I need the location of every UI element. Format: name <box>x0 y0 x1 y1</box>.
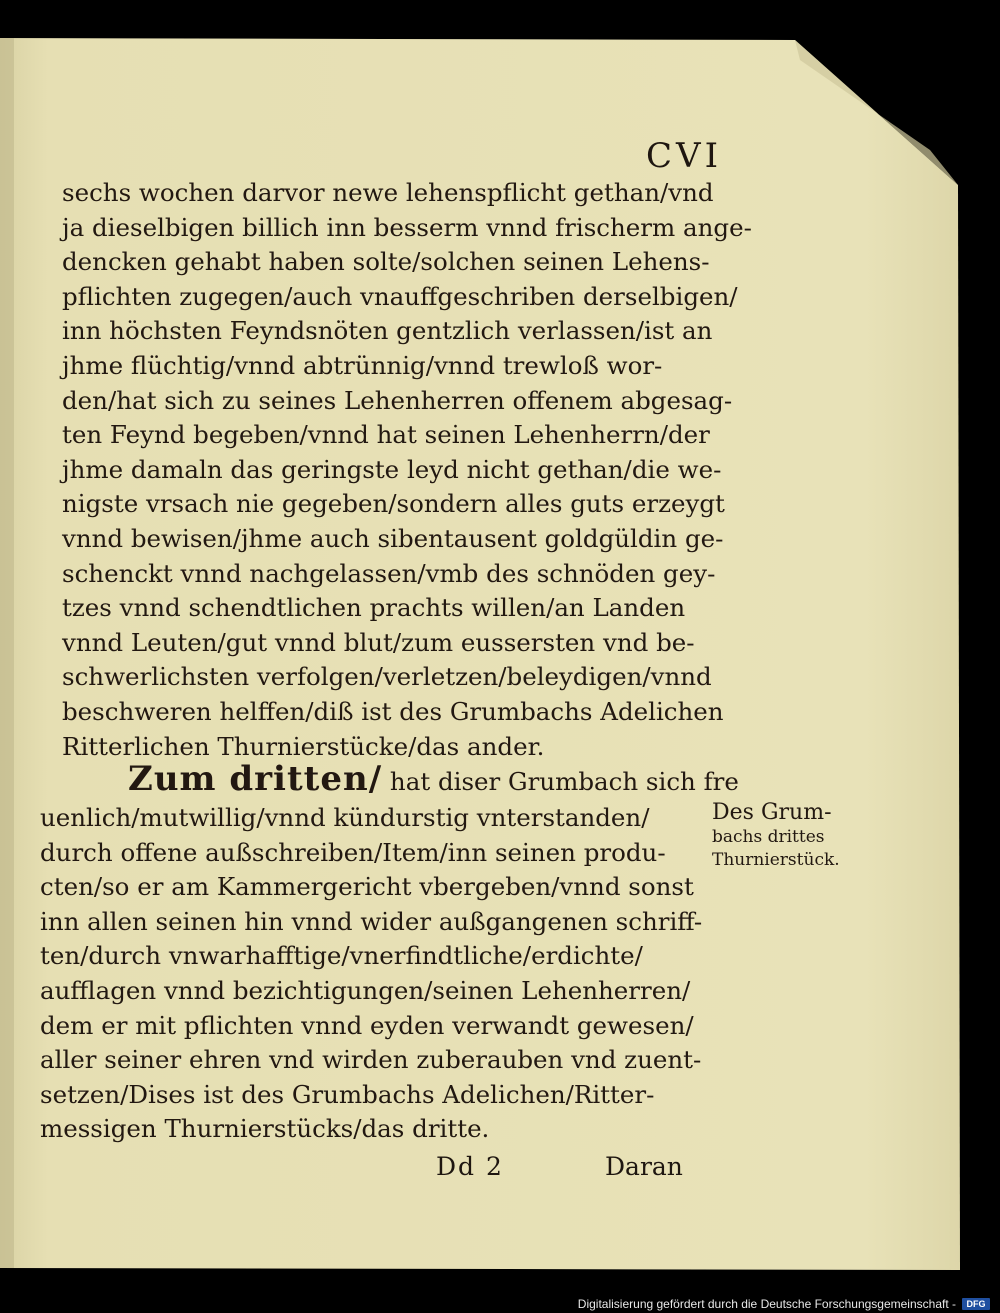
text-line: uenlich/mutwillig/vnnd kündurstig vnterstanden/ <box>40 803 650 832</box>
text-line: ten/durch vnwarhafftige/vnerfindtliche/erdichte/ <box>40 941 643 971</box>
text-line: cten/so er am Kammergericht vbergeben/vnnd sonst <box>40 872 694 902</box>
text-line: sechs wochen darvor newe lehenspflicht gethan/vnd <box>62 178 714 207</box>
text-line: beschweren helffen/diß ist des Grumbachs Adelichen <box>62 696 724 726</box>
marginal-note <box>712 800 862 872</box>
text-line: schenckt vnnd nachgelassen/vmb des schnöden gey- <box>62 558 716 588</box>
paragraph-2-first-line <box>40 757 739 801</box>
text-line: aller seiner ehren vnd wirden zuberauben vnd zuent- <box>40 1045 702 1075</box>
text-line: durch offene außschreiben/Item/inn seinen produ- <box>40 837 666 867</box>
text-line: dem er mit pflichten vnnd eyden verwandt gewesen/ <box>40 1010 694 1040</box>
catchword: Daran <box>605 1152 683 1181</box>
text-line: pflichten zugegen/auch vnauffgeschriben derselbigen/ <box>62 281 738 311</box>
signature-mark: Dd 2 <box>436 1152 504 1181</box>
margin-note-line: bachs drittes <box>712 827 825 847</box>
text-line: nigste vrsach nie gegeben/sondern alles guts erzeygt <box>62 489 725 519</box>
text-line: messigen Thurnierstücks/das dritte. <box>40 1114 490 1144</box>
text-line: jhme damaln das geringste leyd nicht gethan/die we- <box>62 454 722 484</box>
margin-note-line: Thurnierstück. <box>712 850 840 870</box>
dfg-logo: DFG <box>962 1298 990 1310</box>
text-line: ja dieselbigen billich inn besserm vnnd frischerm ange- <box>62 212 752 242</box>
text-line: setzen/Dises ist des Grumbachs Adelichen/Ritter- <box>40 1079 655 1109</box>
text-line: vnnd bewisen/jhme auch sibentausent goldgüldin ge- <box>62 523 724 553</box>
paragraph-initial-words: Zum dritten/ <box>128 759 383 799</box>
paragraph-1 <box>62 176 752 764</box>
text-line: aufflagen vnnd bezichtigungen/seinen Lehenherren/ <box>40 975 691 1005</box>
text-line: ten Feynd begeben/vnnd hat seinen Lehenherrn/der <box>62 420 710 450</box>
text-line: vnnd Leuten/gut vnnd blut/zum eussersten vnd be- <box>62 627 695 657</box>
text-line: Ritterlichen Thurnierstücke/das ander. <box>62 731 545 761</box>
gutter-shadow <box>0 38 14 1268</box>
text-line: inn höchsten Feyndsnöten gentzlich verlassen/ist an <box>62 316 713 346</box>
paragraph-2 <box>40 757 739 1147</box>
text-line: tzes vnnd schendtlichen prachts willen/an Landen <box>62 593 686 623</box>
folio-number: CVI <box>646 136 722 176</box>
text-line: schwerlichsten verfolgen/verletzen/beleydigen/vnnd <box>62 662 712 692</box>
margin-note-line: Des Grum- <box>712 800 832 825</box>
text-line: den/hat sich zu seines Lehenherren offenem abgesag- <box>62 385 733 415</box>
text-line: jhme flüchtig/vnnd abtrünnig/vnnd trewloß wor- <box>62 350 663 380</box>
first-line-rest: hat diser Grumbach sich fre <box>382 767 739 796</box>
text-line: inn allen seinen hin vnnd wider außgangenen schriff- <box>40 906 703 936</box>
funding-credit: Digitalisierung gefördert durch die Deutsche Forschungsgemeinschaft - <box>577 1297 956 1311</box>
text-line: dencken gehabt haben solte/solchen seinen Lehens- <box>62 247 710 277</box>
